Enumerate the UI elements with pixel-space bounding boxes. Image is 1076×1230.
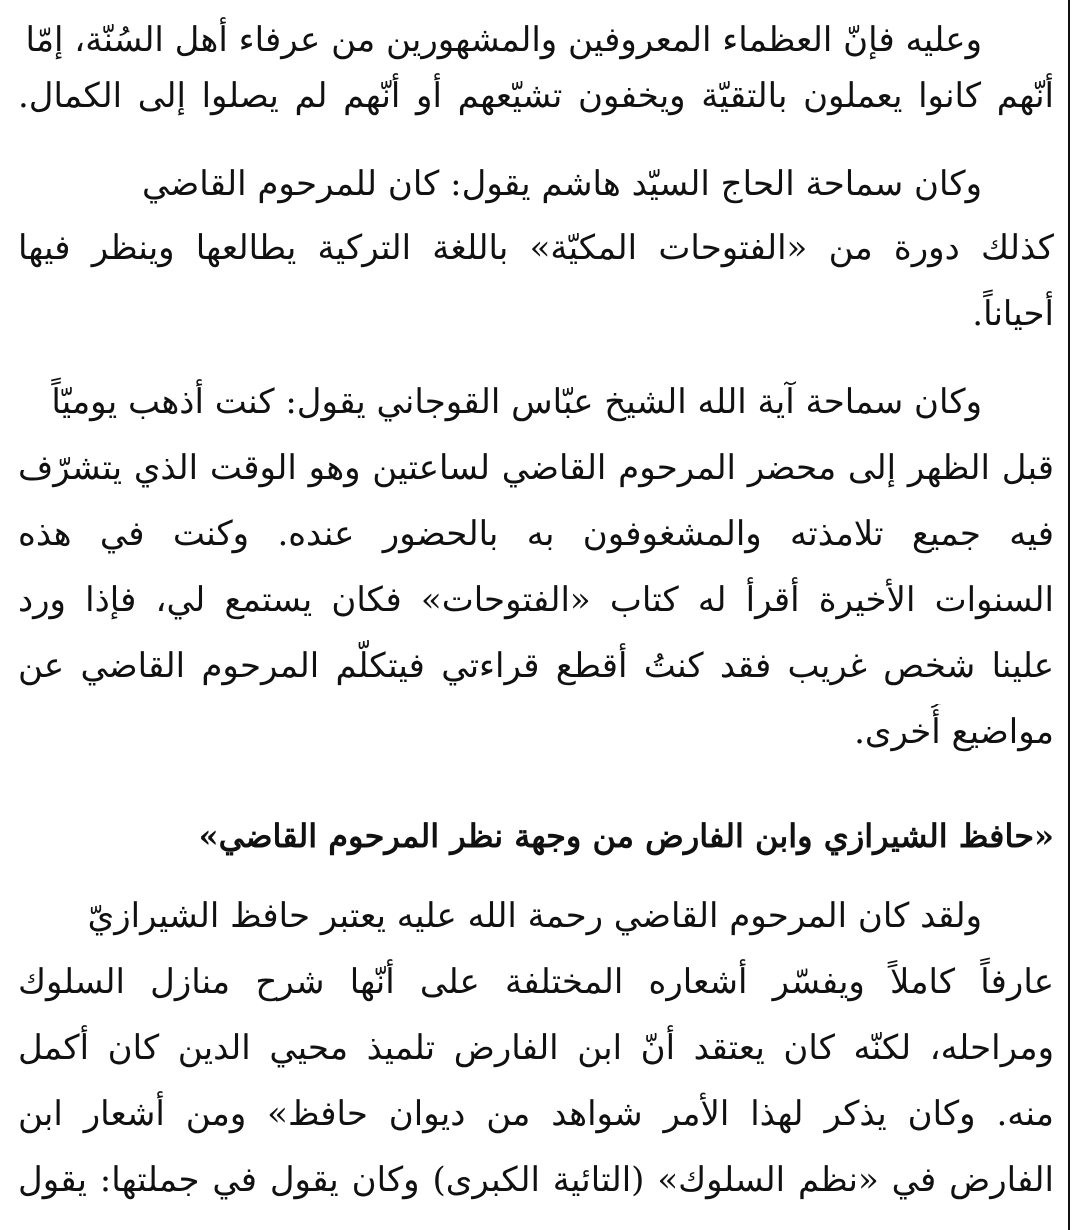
paragraph-1-line-1: وعليه فإنّ العظماء المعروفين والمشهورين من عرفاء أهل السُنّة، إمّا xyxy=(25,20,982,60)
paragraph-2-line-3: أحياناً. xyxy=(972,294,1054,334)
paragraph-4-line-1: ولقد كان المرحوم القاضي رحمة الله عليه يعتبر حافظ الشيرازيّ xyxy=(87,896,982,936)
section-heading: «حافظ الشيرازي وابن الفارض من وجهة نظر المرحوم القاضي» xyxy=(198,817,1054,855)
paragraph-3-line-3: فيه جميع تلامذته والمشغوفون به بالحضور عنده. وكنت في هذه xyxy=(18,514,1054,554)
paragraph-4-line-3: ومراحله، لكنّه كان يعتقد أنّ ابن الفارض تلميذ محيي الدين كان أكمل xyxy=(18,1028,1054,1068)
paragraph-3-line-4: السنوات الأخيرة أقرأ له كتاب «الفتوحات» فكان يستمع لي، فإذا ورد xyxy=(18,580,1054,620)
paragraph-4-line-5: الفارض في «نظم السلوك» (التائية الكبرى) وكان يقول في جملتها: يقول xyxy=(18,1160,1054,1200)
paragraph-4-line-2: عارفاً كاملاً ويفسّر أشعاره المختلفة على أنّها شرح منازل السلوك xyxy=(18,962,1054,1002)
paragraph-3-line-5: علينا شخص غريب فقد كنتُ أقطع قراءتي فيتكلّم المرحوم القاضي عن xyxy=(18,646,1054,686)
paragraph-1-line-2: أنّهم كانوا يعملون بالتقيّة ويخفون تشيّعهم أو أنّهم لم يصلوا إلى الكمال. xyxy=(18,76,1054,116)
paragraph-2-line-2: كذلك دورة من «الفتوحات المكيّة» باللغة التركية يطالعها وينظر فيها xyxy=(18,228,1054,268)
page-edge-rule xyxy=(1068,0,1070,1230)
paragraph-3-line-1: وكان سماحة آية الله الشيخ عبّاس القوجاني يقول: كنت أذهب يوميّاً xyxy=(51,382,982,422)
paragraph-4-line-4: منه. وكان يذكر لهذا الأمر شواهد من ديوان حافظ» ومن أشعار ابن xyxy=(18,1094,1054,1134)
paragraph-2-line-1: وكان سماحة الحاج السيّد هاشم يقول: كان للمرحوم القاضي xyxy=(142,164,982,204)
paragraph-3-line-6: مواضيع أُخرى. xyxy=(854,712,1054,752)
paragraph-3-line-2: قبل الظهر إلى محضر المرحوم القاضي لساعتين وهو الوقت الذي يتشرّف xyxy=(18,448,1054,488)
